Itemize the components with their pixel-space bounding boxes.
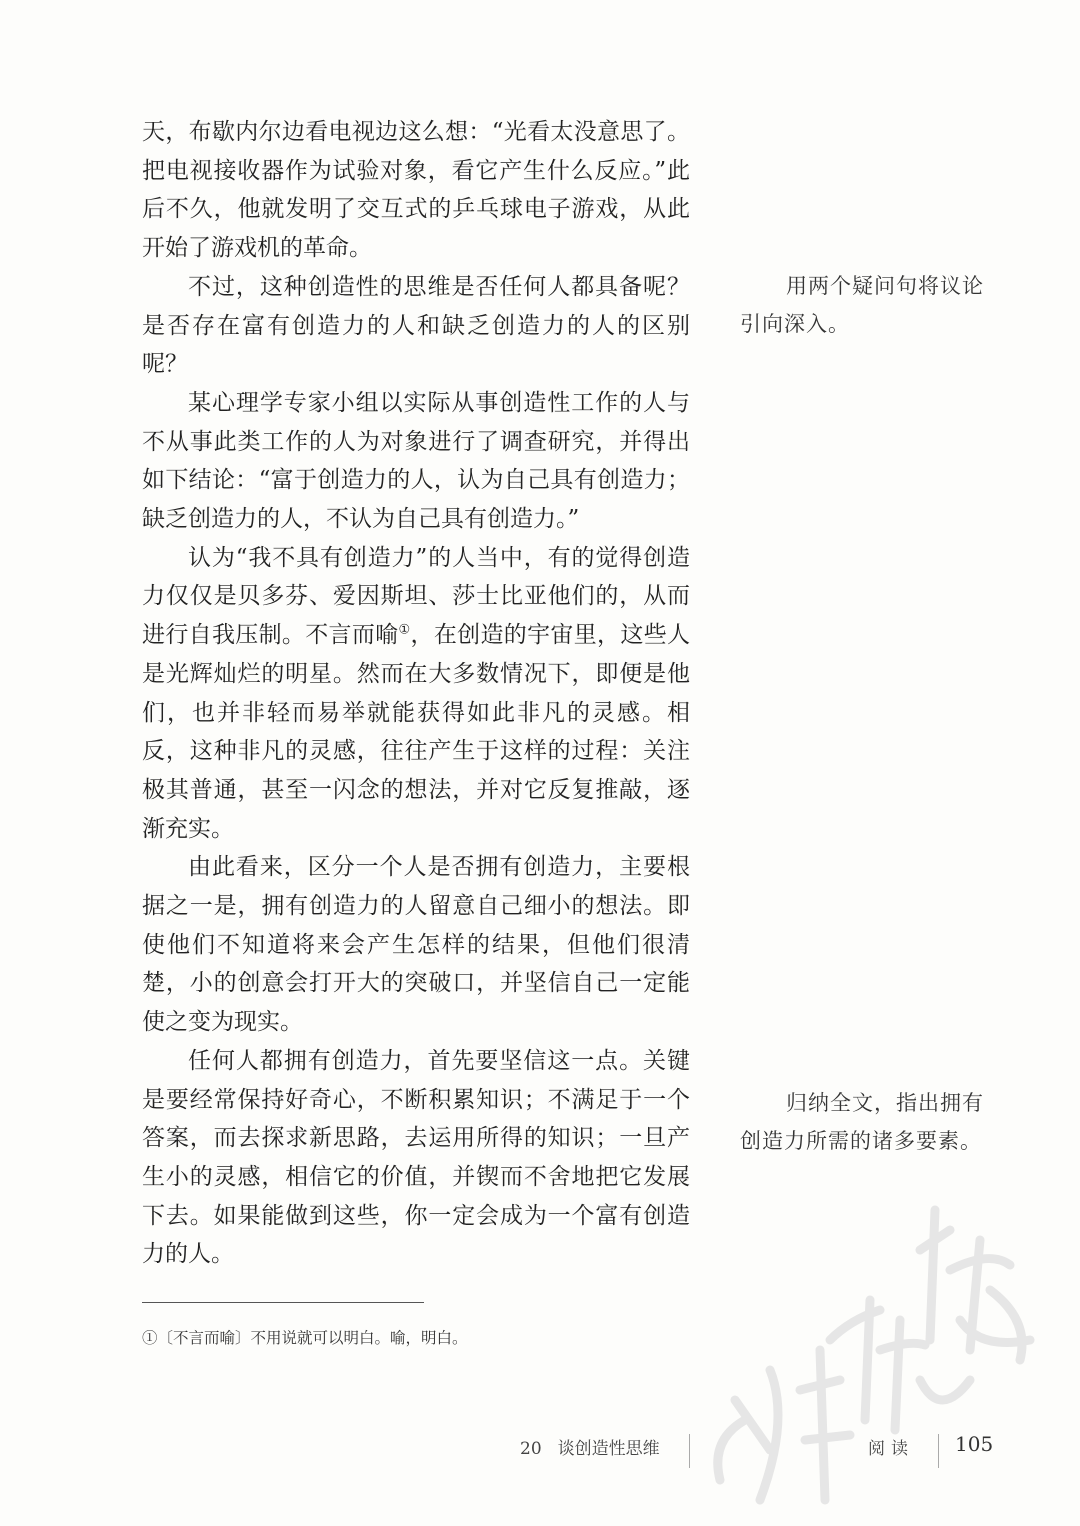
paragraph-5: 由此看来，区分一个人是否拥有创造力，主要根据之一是，拥有创造力的人留意自己细小的想法。即使他们不知道将来会产生怎样的结果，但他们很清楚，小的创意会打开大的突破口，并坚信自己一定能使之变为现实。 xyxy=(142,854,690,1036)
footer-lesson xyxy=(520,1434,660,1459)
lesson-title: 谈创造性思维 xyxy=(557,1439,660,1459)
paragraph-6: 任何人都拥有创造力，首先要坚信这一点。关键是要经常保持好奇心，不断积累知识；不满足于一个答案，而去探求新思路，去运用所得的知识；一旦产生小的灵感，相信它的价值，并锲而不舍地把它发展下去。如果能做到这些，你一定会成为一个富有创造力的人。 xyxy=(142,1047,690,1268)
footer-divider-2 xyxy=(938,1434,939,1468)
paragraph-2: 不过，这种创造性的思维是否任何人都具备呢？是否存在富有创造力的人和缺乏创造力的人的区别呢？ xyxy=(142,273,690,378)
footnote-rule xyxy=(142,1302,424,1303)
paragraph-1: 天，布歇内尔边看电视边这么想：“光看太没意思了。把电视接收器作为试验对象，看它产生什么反应。”此后不久，他就发明了交互式的乒乓球电子游戏，从此开始了游戏机的革命。 xyxy=(142,119,690,262)
section-label: 阅读 xyxy=(868,1439,914,1459)
paragraph-3: 某心理学专家小组以实际从事创造性工作的人与不从事此类工作的人为对象进行了调查研究，并得出如下结论：“富于创造力的人，认为自己具有创造力；缺乏创造力的人，不认为自己具有创造力。” xyxy=(142,389,690,533)
paragraph-4-part1: 认为“我不具有创造力”的人当中，有的觉得创造力仅仅是贝多芬、爱因斯坦、莎士比亚他们的，从而进行自我压制。不言而喻 xyxy=(142,544,690,649)
paragraph-4-part2: ，在创造的宇宙里，这些人是光辉灿烂的明星。然而在大多数情况下，即便是他们，也并非轻而易举就能获得如此非凡的灵感。相反，这种非凡的灵感，往往产生于这样的过程：关注极其普通，甚至一闪念的想法，并对它反复推敲，逐渐充实。 xyxy=(142,622,691,842)
page-number: 105 xyxy=(955,1432,994,1456)
footnote-ref[interactable]: ① xyxy=(398,622,411,638)
footnote: ①〔不言而喻〕不用说就可以明白。喻，明白。 xyxy=(142,1329,468,1347)
main-text xyxy=(142,113,690,1274)
side-note-1: 用两个疑问句将议论引向深入。 xyxy=(740,274,984,336)
watermark-logo xyxy=(650,1120,1070,1520)
paragraph-4 xyxy=(142,539,690,849)
side-note-2: 归纳全文，指出拥有创造力所需的诸多要素。 xyxy=(740,1091,984,1153)
lesson-number: 20 xyxy=(520,1439,542,1459)
footer-divider xyxy=(689,1434,690,1468)
